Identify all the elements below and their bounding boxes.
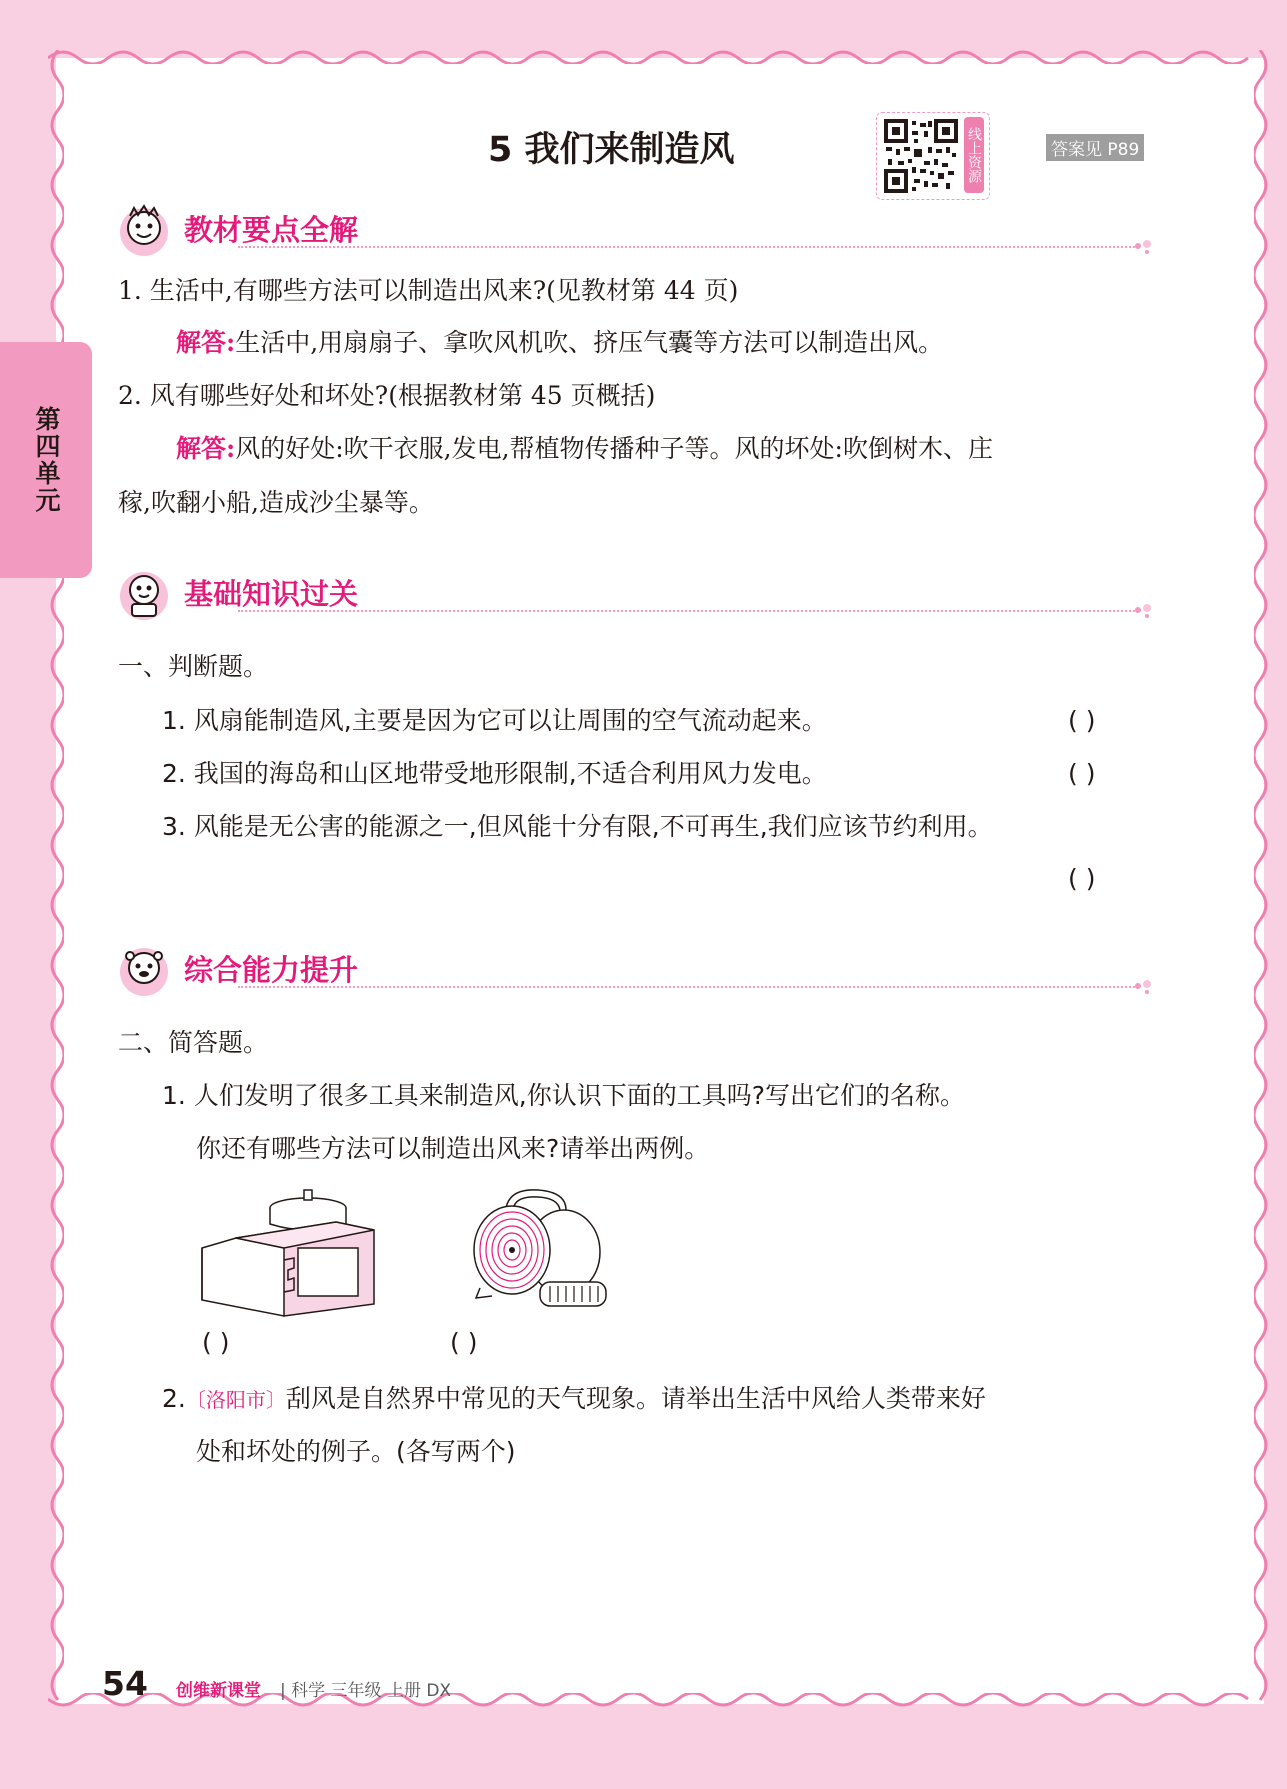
short-answer-heading: 二、简答题。: [118, 1028, 269, 1057]
judgment-item-3: 3. 风能是无公害的能源之一,但风能十分有限,不可再生,我们应该节约利用。: [162, 812, 993, 841]
decorative-dots-icon: [1132, 236, 1158, 256]
answer-text: 风的好处:吹干衣服,发电,帮植物传播种子等。风的坏处:吹倒树木、庄: [235, 434, 993, 463]
decorative-dots-icon: [1132, 600, 1158, 620]
answer-text: 生活中,用扇扇子、拿吹风机吹、挤压气囊等方法可以制造出风。: [235, 328, 944, 357]
section-header-basic-knowledge: [118, 566, 1158, 622]
key-point-answer-2-cont: 稼,吹翻小船,造成沙尘暴等。: [118, 488, 434, 517]
judgment-item-1: 1. 风扇能制造风,主要是因为它可以让周围的空气流动起来。: [162, 706, 827, 735]
section-title: 教材要点全解: [184, 213, 359, 247]
mascot-icon: [118, 202, 174, 258]
answer-blank[interactable]: ( ): [1068, 706, 1096, 735]
section-header-ability: [118, 942, 1158, 998]
section-title: 基础知识过关: [184, 577, 359, 611]
lesson-title: 5 我们来制造风: [488, 130, 735, 170]
short-answer-q2-line1: [162, 1384, 986, 1414]
answer-blank[interactable]: ( ): [1068, 864, 1096, 893]
key-point-question-1: 1. 生活中,有哪些方法可以制造出风来?(见教材第 44 页): [118, 276, 739, 305]
wavy-border-left: [44, 50, 64, 1710]
figure-1-answer-blank[interactable]: ( ): [202, 1328, 230, 1357]
decorative-dots-icon: [1132, 976, 1158, 996]
question-text: 刮风是自然界中常见的天气现象。请举出生活中风给人类带来好: [285, 1384, 986, 1413]
figure-2-answer-blank[interactable]: ( ): [450, 1328, 478, 1357]
section-header-key-points: [118, 202, 1158, 258]
unit-tab-label: 第四单元: [32, 406, 61, 514]
qr-code-icon: [884, 119, 958, 193]
online-resource-tag: 线上资源: [964, 117, 984, 193]
unit-side-tab: [0, 342, 92, 578]
blower-fan-illustration: [466, 1184, 612, 1318]
mascot-icon: [118, 942, 174, 998]
key-point-answer-2: [176, 434, 993, 464]
judgment-heading: 一、判断题。: [118, 652, 269, 681]
answer-label: 解答:: [176, 328, 236, 357]
footer-brand: 创维新课堂: [176, 1681, 261, 1701]
wavy-border-top: [48, 44, 1264, 64]
section-title: 综合能力提升: [184, 953, 359, 987]
judgment-item-2: 2. 我国的海岛和山区地带受地形限制,不适合利用风力发电。: [162, 759, 827, 788]
short-answer-q1-line2: 你还有哪些方法可以制造出风来?请举出两例。: [196, 1134, 710, 1163]
page-number: 54: [102, 1664, 148, 1703]
winnowing-machine-illustration: [198, 1186, 380, 1322]
answer-reference-badge: 答案见 P89: [1046, 134, 1144, 161]
mascot-icon: [118, 566, 174, 622]
section-divider: [238, 610, 1138, 612]
question-number: 2.: [162, 1384, 186, 1413]
short-answer-q1-line1: 1. 人们发明了很多工具来制造风,你认识下面的工具吗?写出它们的名称。: [162, 1081, 966, 1110]
section-divider: [238, 986, 1138, 988]
answer-blank[interactable]: ( ): [1068, 759, 1096, 788]
answer-label: 解答:: [176, 434, 236, 463]
online-resource-qr[interactable]: [876, 112, 990, 200]
wavy-border-right: [1254, 50, 1274, 1710]
short-answer-q2-line2: 处和坏处的例子。(各写两个): [196, 1437, 516, 1466]
section-divider: [238, 246, 1138, 248]
footer-book-info: | 科学 三年级 上册 DX: [280, 1681, 452, 1701]
region-tag: 〔洛阳市〕: [185, 1388, 286, 1412]
key-point-question-2: 2. 风有哪些好处和坏处?(根据教材第 45 页概括): [118, 381, 656, 410]
key-point-answer-1: [176, 328, 943, 358]
